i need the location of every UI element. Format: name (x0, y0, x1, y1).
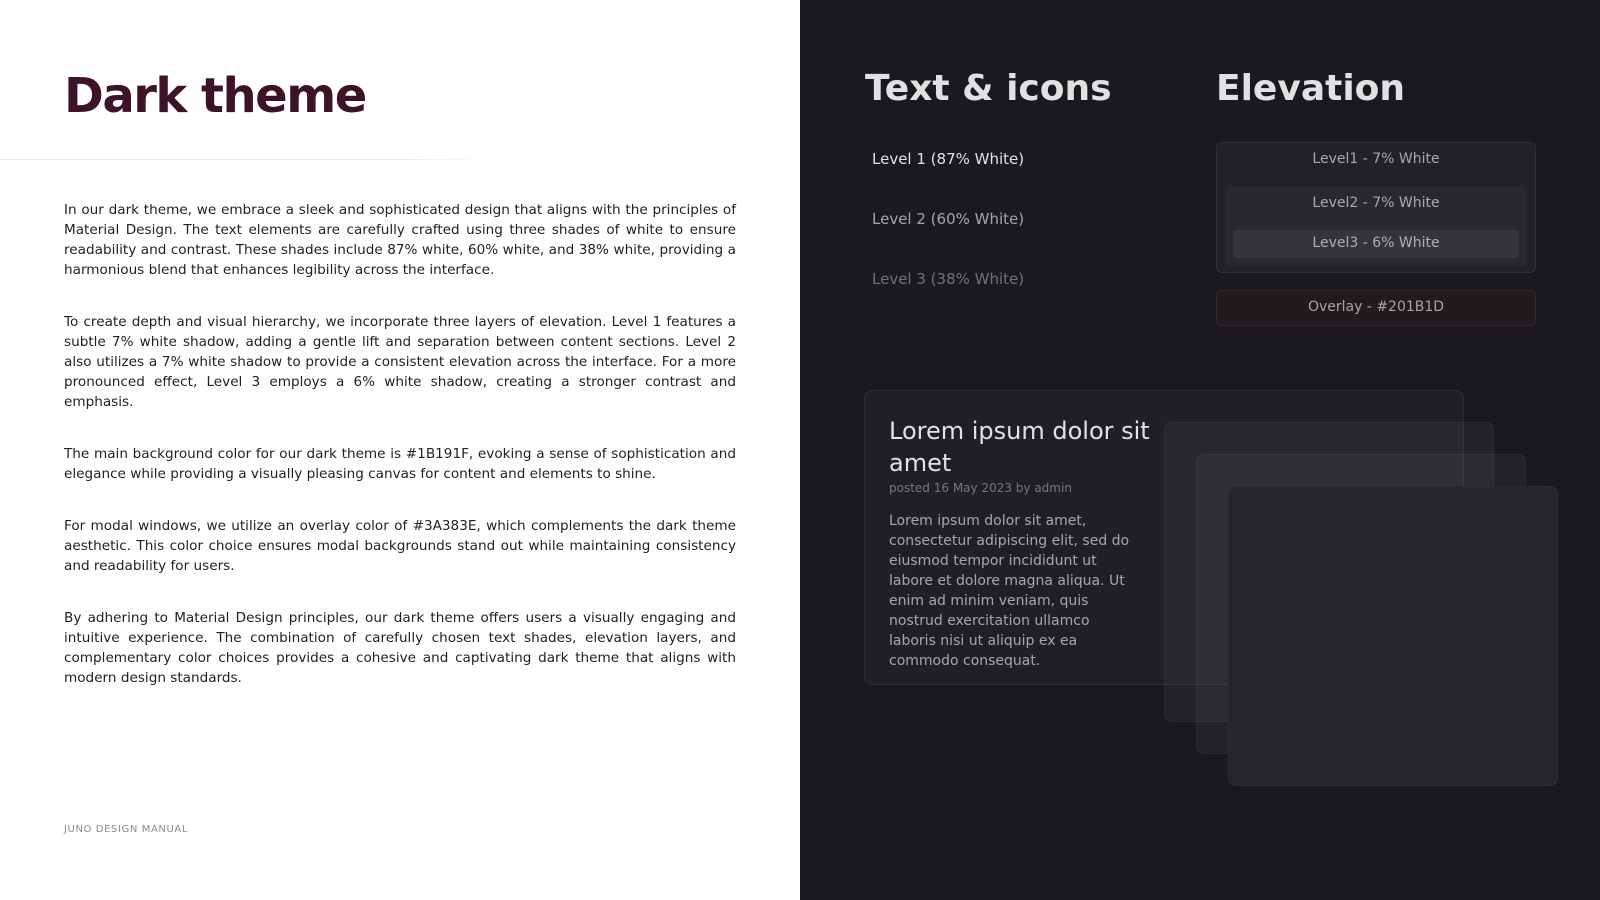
text-level-1: Level 1 (87% White) (872, 150, 1025, 168)
paragraph-text-shades: In our dark theme, we embrace a sleek and sophisticated design that aligns with the principles of Material Design. The text elements are carefully crafted using three shades of white to ensure readability and contrast. These shades include 87% white, 60% white, and 38% white, providing a harmonious blend that enhances legibility across the interface. (64, 202, 736, 278)
text-level-3: Level 3 (38% White) (872, 270, 1025, 288)
elevation-title: Elevation (1216, 68, 1406, 109)
elevation-level-3-label: Level3 - 6% White (1312, 235, 1440, 251)
elevation-level-2-surface (1225, 187, 1527, 266)
paragraph-background: The main background color for our dark theme is #1B191F, evoking a sense of sophistication and elegance while providing a visually pleasing canvas for content and elements to shine. (64, 446, 736, 482)
elevation-stack-card-3 (1228, 486, 1558, 786)
overlay-label: Overlay - #201B1D (1307, 299, 1445, 315)
card-meta: posted 16 May 2023 by admin (889, 481, 1072, 495)
elevation-level-3-surface (1233, 230, 1519, 258)
text-level-2: Level 2 (60% White) (872, 210, 1025, 228)
footer-label: JUNO DESIGN MANUAL (64, 824, 189, 835)
elevation-level-2-label: Level2 - 7% White (1312, 195, 1440, 211)
overlay-surface (1216, 290, 1536, 326)
elevation-level-1-label: Level1 - 7% White (1312, 151, 1440, 167)
paragraph-elevation: To create depth and visual hierarchy, we incorporate three layers of elevation. Level 1 features a subtle 7% white shadow, adding a gentle lift and separation between content sections. Level 2 also utilizes a 7% white shadow to provide a consistent elevation across the interface. For a more pronounced effect, Level 3 employs a 6% white shadow, creating a stronger contrast and emphasis. (64, 314, 736, 410)
paragraph-summary: By adhering to Material Design principles, our dark theme offers users a visually engaging and intuitive experience. The combination of carefully chosen text shades, elevation layers, and complementary color choices provides a cohesive and captivating dark theme that aligns with modern design standards. (64, 610, 736, 686)
body-text (64, 200, 736, 720)
elevation-level-1-surface (1216, 142, 1536, 273)
card-body: Lorem ipsum dolor sit amet, consectetur adipiscing elit, sed do eiusmod tempor incididunt ut labore et dolore magna aliqua. Ut enim ad minim veniam, quis nostrud exercitation ullamco laboris nisi ut aliquip ex ea commodo consequat. (889, 513, 1130, 669)
card-title: Lorem ipsum dolor sit amet (889, 417, 1150, 477)
page-title: Dark theme (64, 68, 366, 124)
title-divider (0, 159, 490, 160)
paragraph-modal-overlay: For modal windows, we utilize an overlay color of #3A383E, which complements the dark theme aesthetic. This color choice ensures modal backgrounds stand out while maintaining consistency and readability for users. (64, 518, 736, 574)
text-icons-title: Text & icons (865, 68, 1112, 109)
